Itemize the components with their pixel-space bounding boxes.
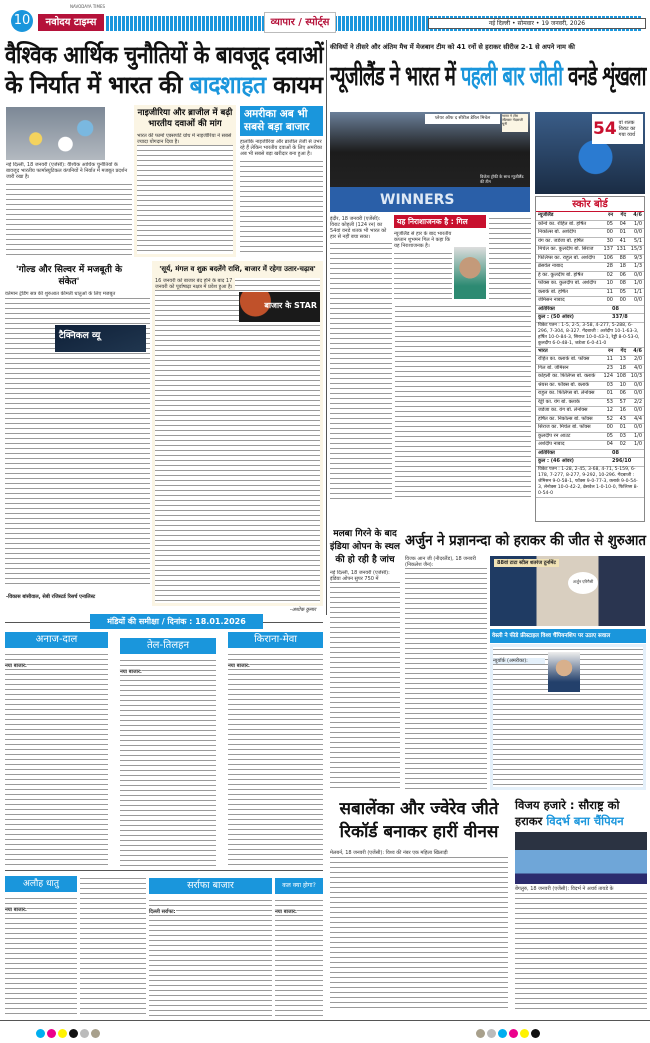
scoreboard-cell: 00: [606, 297, 613, 303]
scoreboard-cell: 337/8: [612, 314, 628, 320]
column-header: 4/6: [633, 212, 642, 218]
sports-lead-body: इंदौर, 18 जनवरी (एजेंसी): विराट कोहली (124 रन) का 54वां वनडे शतक भी भारत को हार से नहीं बचा सका।: [330, 216, 392, 500]
dateline: [428, 18, 646, 29]
bullion-body: दिल्ली सर्राफा:: [149, 898, 272, 1016]
batting-row: [536, 221, 644, 230]
america-box: [240, 106, 323, 256]
scoreboard-cell: जेमिसन नाबाद: [538, 297, 565, 303]
batting-row: [536, 407, 644, 416]
scoreboard-team-header: [536, 212, 644, 221]
astro-body: 16 जनवरी को बाजार बंद होने के बाद 17 जनवरी को पूर्वाषाढ़ा नक्षत्र में प्रवेश हुआ है। बाजार के STAR: [155, 278, 320, 603]
scoreboard-cell: ब्रेसवेल नाबाद: [538, 263, 563, 269]
malba-headline: मलबा गिरने के बाद इंडिया ओपन के स्थल की हो रही है जांच: [330, 529, 400, 565]
sabalenka-headline-line1: सबालेंका और ज्वेरेव जीते: [339, 799, 499, 819]
arjun-body: विज्क आन जी (नीदरलैंड), 18 जनवरी (निकलेश जैन):: [405, 556, 487, 790]
scoreboard-cell: 23: [606, 364, 613, 371]
nigeria-body: भारत की फार्मा एक्सपोर्ट ग्रोथ में नाइजीरिया ने सबसे ज्यादा योगदान दिया है।: [137, 133, 233, 254]
toss-caption: भारत ने टॉस जीतकर गेंदबाजी चुनी: [502, 114, 528, 132]
mandi-column-body: नया बाजार:: [120, 658, 216, 866]
vidarbha-team-photo: [515, 832, 647, 884]
masthead-small: NAVODAYA TIMES: [70, 4, 106, 9]
forecast-title-text: कल क्या होगा?: [282, 882, 316, 889]
scoreboard-cell: 18: [619, 364, 626, 371]
scoreboard-cell: 1/1: [633, 288, 642, 295]
batting-row: [536, 297, 644, 306]
sports-body-wide: [395, 304, 531, 500]
scoreboard-title: स्कोर बोर्ड: [536, 197, 644, 212]
scoreboard-cell: 0/0: [633, 229, 642, 235]
mandi-column-body: नया बाजार:: [228, 652, 323, 866]
batting-row: [536, 382, 644, 391]
batting-row: [536, 416, 644, 425]
batting-row: [536, 424, 644, 433]
chess-speech-bubble: अर्जुन एरिगैसी: [568, 572, 598, 594]
scoreboard-cell: 08: [612, 449, 619, 456]
scoreboard-cell: 30: [606, 237, 613, 244]
mandi-column-title: किराना-मेवा: [228, 632, 323, 648]
column-header: रन: [608, 347, 613, 354]
mandi-banner-text: मंडियों की समीक्षा / दिनांक : 18.01.2026: [107, 617, 246, 626]
mandi-column-title: अनाज-दाल: [5, 632, 108, 648]
scoreboard-cell: हे का. कुलदीप बो. हर्षित: [538, 271, 584, 278]
scoreboard-cell: फॉक्स का. कुलदीप बो. अर्शदीप: [538, 280, 597, 286]
bottom-rule: [5, 870, 323, 871]
scoreboard-cell: 43: [619, 415, 626, 422]
batting-row: [536, 373, 644, 382]
scoreboard-cell: 5/1: [633, 237, 642, 244]
scoreboard-cell: 88: [619, 254, 626, 261]
mandi-column-grain: [5, 632, 108, 868]
scoreboard-cell: 18: [619, 263, 626, 269]
scoreboard-cell: 0/0: [633, 407, 642, 413]
scoreboard-cell: 10: [606, 280, 613, 286]
scoreboard-cell: श्रेयस का. फॉक्स बो. क्लार्क: [538, 381, 590, 388]
scoreboard-cell: 108: [616, 373, 626, 379]
batting-row: [536, 399, 644, 408]
vijay-headline: [515, 797, 646, 829]
sabalenka-headline: [330, 798, 508, 844]
forecast-body: नया बाजार:: [275, 898, 323, 1016]
scoreboard-cell: 106: [603, 254, 613, 261]
scoreboard-cell: 11: [606, 288, 613, 295]
batting-row: [536, 441, 644, 450]
player-of-series-caption: प्लेयर ऑफ द सीरीज डेरिल मिचेल: [425, 114, 500, 124]
batting-row: [536, 390, 644, 399]
sports-headline: न्यूजीलैंड ने भारत में पहली बार जीती वनडे शृंखला: [330, 61, 646, 92]
scoreboard-cell: अतिरिक्त: [538, 305, 555, 312]
batting-row: [536, 263, 644, 272]
gold-byline: -विकास बांसीवाल, सेबी रजिस्टर्ड रिसर्च एनालिस्ट: [6, 594, 98, 600]
malba-body: नई दिल्ली, 18 जनवरी (एजेंसी): इंडिया ओपन सुपर 750 में: [330, 570, 400, 790]
sports-kicker: कीवियों ने तीसरे और अंतिम मैच में मेजबान टीम को 41 रनों से हराकर सीरीज 2-1 से अपने नाम की: [330, 43, 575, 51]
winners-banner: WINNERS: [380, 192, 455, 208]
scoreboard-cell: 06: [619, 271, 626, 278]
scoreboard-cell: 01: [606, 390, 613, 396]
sports-body-col3: [489, 216, 531, 301]
astro-byline: -अशोक कुमार: [290, 607, 316, 613]
nigeria-headline: नाइजीरिया और ब्राजील में बढ़ी भारतीय दवाओं की मांग: [137, 108, 233, 129]
metal-title: अलौह धातु: [5, 876, 77, 892]
kohli-century-number: 54: [593, 119, 617, 139]
market-star-image: बाजार के STAR: [239, 292, 320, 322]
logo: [38, 14, 104, 31]
scoreboard-cell: यंग का. जडेजा बो. हर्षित: [538, 237, 584, 244]
nz-team-photo: [330, 112, 530, 212]
scoreboard-cell: 01: [619, 424, 626, 430]
scoreboard-cell: रेड्डी का. यंग बो. क्लार्क: [538, 398, 580, 405]
batting-row: [536, 238, 644, 247]
logo-text: नवोदय टाइम्स: [45, 17, 97, 28]
section-tag: [264, 12, 336, 33]
scoreboard-nz: [536, 212, 644, 348]
scoreboard-cell: 05: [606, 220, 613, 227]
scoreboard-cell: 124: [603, 373, 613, 379]
scoreboard-cell: 15/3: [630, 246, 642, 252]
column-header: 4/6: [633, 347, 642, 354]
batting-row: [536, 246, 644, 255]
scoreboard: [535, 196, 645, 522]
scoreboard-cell: 1/0: [633, 432, 642, 439]
scoreboard-cell: 0/0: [633, 381, 642, 388]
arjun-headline: अर्जुन ने प्रज्ञानन्दा को हराकर की जीत से शुरुआत: [405, 533, 647, 549]
scoreboard-cell: 00: [606, 229, 613, 235]
gill-headline: यह निराशाजनक है : गिल: [394, 215, 486, 228]
scoreboard-cell: 0/0: [633, 297, 642, 303]
scoreboard-cell: 05: [606, 432, 613, 439]
scoreboard-cell: अर्शदीप नाबाद: [538, 441, 565, 447]
chess-photo: [490, 556, 645, 626]
scoreboard-cell: 11: [606, 356, 613, 362]
kohli-caption-box: [592, 114, 643, 144]
wesley-headline: वेस्ली ने फीडे फ्रीस्टाइल विश्व चैंपियनशिप पर उठाए सवाल: [490, 629, 646, 643]
wesley-box: [490, 644, 646, 790]
team-name: न्यूजीलैंड: [538, 212, 554, 218]
scoreboard-team-header: [536, 348, 644, 357]
scoreboard-cell: 296/10: [612, 458, 632, 464]
scoreboard-ind: [536, 348, 644, 498]
scoreboard-cell: 05: [619, 288, 626, 295]
column-divider: [326, 40, 327, 615]
scoreboard-cell: फिलिप्स का. राहुल बो. अर्शदीप: [538, 254, 596, 261]
gold-headline: 'गोल्ड और सिल्वर में मजबूती के संकेत': [15, 265, 123, 287]
metal-column: [5, 876, 77, 1016]
scoreboard-cell: 53: [606, 398, 613, 405]
metal-body: नया बाजार:: [5, 896, 77, 1016]
scoreboard-cell: 03: [606, 381, 613, 388]
scoreboard-extras: [536, 450, 644, 459]
scoreboard-cell: जडेजा का. यंग बो. लेनोक्स: [538, 407, 588, 413]
scoreboard-cell: 57: [619, 398, 626, 405]
america-body: हालांकि नाइजीरिया और ब्राजील तेजी से उभर रहे हैं लेकिन भारतीय दवाओं के लिए अमरीका अब भी सबसे बड़ा खरीदार बना हुआ है।: [240, 139, 323, 256]
wesley-body: न्यूयॉर्क (अमरीका):: [493, 647, 643, 787]
scoreboard-total: [536, 458, 644, 467]
scoreboard-cell: 1/3: [633, 263, 642, 269]
wesley-photo: [548, 652, 580, 692]
malba-article: [330, 528, 400, 790]
scoreboard-cell: राहुल का. फिलिप्स बो. लेनोक्स: [538, 390, 595, 396]
mandi-column-body: नया बाजार:: [5, 652, 108, 866]
scoreboard-cell: 41: [619, 237, 626, 244]
astro-box: [152, 261, 323, 606]
vijay-body: बेंगलुरु, 18 जनवरी (एजेंसी): विदर्भ ने अथर्व तायडे के: [515, 886, 647, 1010]
section-tag-text: व्यापार / स्पोर्ट्स: [270, 17, 330, 28]
fall-of-wickets: विकेट पतन : 1-5, 2-5, 3-58, 4-277, 5-288, 6-296, 7-304, 8-327. गेंदबाजी : अर्शदीप 10-1-63-3, हर्षित 10-0-84-3, सिराज 10-0-43-1, रेड्डी 8-0-53-0, कुलदीप 6-0-48-1, जडेजा 6-0-41-0: [536, 323, 644, 348]
metal-body-cont: [80, 876, 146, 1016]
forecast-title: [275, 878, 323, 894]
chess-image-label: 88वां टाटा स्टील शतरंज टूर्नामेंट: [494, 559, 559, 567]
scoreboard-cell: 02: [619, 441, 626, 447]
scoreboard-cell: 04: [619, 220, 626, 227]
vijay-headline-line2: हराकर विदर्भ बना चैंपियन: [515, 814, 624, 828]
mandi-column-title: तेल-तिलहन: [120, 638, 216, 654]
scoreboard-total: [536, 314, 644, 323]
batting-row: [536, 289, 644, 298]
column-header: रन: [608, 212, 613, 218]
nigeria-box: [134, 105, 236, 257]
bullion-column: [149, 878, 272, 1018]
scoreboard-cell: 03: [619, 432, 626, 439]
lead-headline-line1: वैश्विक आर्थिक चुनौतियों के बावजूद दवाओं: [5, 41, 324, 69]
gill-body: न्यूजीलैंड से हार के बाद भारतीय कप्तान शुभमन गिल ने कहा कि यह निराशाजनक है।: [394, 231, 452, 299]
column-header: गेंद: [620, 347, 626, 354]
batting-row: [536, 272, 644, 281]
sabalenka-headline-line2: रिकॉर्ड बनाकर हारीं वीनस: [339, 822, 499, 842]
lead-body: नई दिल्ली, 18 जनवरी (एजेंसी): वैश्विक आर्थिक चुनौतियों के बावजूद भारतीय फार्मास्युटिकल कंपनियों ने निर्यात में मजबूत प्रदर्शन जारी रखा है।: [6, 162, 132, 255]
scoreboard-cell: 131: [616, 246, 626, 252]
scoreboard-cell: अतिरिक्त: [538, 449, 555, 456]
page-number: 10: [11, 10, 33, 32]
scoreboard-cell: मिचेल का. कुलदीप बो. सिराज: [538, 246, 594, 252]
gill-photo: [454, 247, 486, 299]
scoreboard-cell: 4/4: [633, 415, 642, 422]
fall-of-wickets: विकेट पतन : 1-28, 2-45, 3-68, 4-71, 5-159, 6-178, 7-277, 8-277, 9-292, 10-296. गेंदबाजी : जेमिसन 9-0-58-1, फॉक्स 9-0-77-3, क्लार्क 9-0-54-3, लेनोक्स 10-0-42-2, ब्रेसवेल 1-0-10-0, फिलिप्स 8-0-54-0: [536, 467, 644, 498]
scoreboard-cell: कुल : (50 ओवर): [538, 314, 574, 320]
batting-row: [536, 433, 644, 442]
scoreboard-cell: कोहली का. फिलिप्स बो. क्लार्क: [538, 373, 596, 379]
scoreboard-cell: 0/0: [633, 271, 642, 278]
team-name: भारत: [538, 347, 548, 354]
scoreboard-cell: कॉन्वे का. रोहित बो. हर्षित: [538, 220, 587, 227]
scoreboard-cell: 0/0: [633, 390, 642, 396]
vijay-headline-line1: विजय हजारे : सौराष्ट्र को: [515, 798, 620, 812]
batting-row: [536, 255, 644, 264]
registration-marks: [35, 1023, 101, 1042]
america-headline: अमरीका अब भी सबसे बड़ा बाजार: [240, 106, 323, 136]
scoreboard-cell: 4/0: [633, 364, 642, 371]
scoreboard-cell: 1/0: [633, 220, 642, 227]
kohli-photo: [535, 112, 645, 194]
scoreboard-cell: निकोल्स बो. अर्शदीप: [538, 229, 576, 235]
gold-article: [5, 264, 150, 588]
scoreboard-cell: 2/2: [633, 398, 642, 405]
scoreboard-cell: 52: [606, 415, 613, 422]
scoreboard-cell: 06: [619, 390, 626, 396]
scoreboard-cell: 1/0: [633, 280, 642, 286]
scoreboard-cell: क्लार्क बो. हर्षित: [538, 288, 568, 295]
scoreboard-cell: 28: [606, 263, 613, 269]
kohli-caption: वां शतक विराट का गया व्यर्थ: [618, 120, 636, 138]
scoreboard-cell: 9/3: [633, 254, 642, 261]
sabalenka-body: मेलबर्न, 18 जनवरी (एजेंसी): विश्व की नंबर एक महिला खिलाड़ी: [330, 850, 508, 1010]
scoreboard-cell: कुल : (46 ओवर): [538, 458, 574, 464]
batting-row: [536, 356, 644, 365]
scoreboard-cell: गिल बो. जेमिसन: [538, 364, 569, 371]
astro-headline: 'सूर्य, मंगल व शुक्र बदलेंगे राशि, बाजार में रहेगा उतार-चढ़ाव': [159, 265, 316, 273]
scoreboard-cell: सिराज का. मिचेल बो. फॉक्स: [538, 424, 591, 430]
scoreboard-cell: कुलदीप रन आउट: [538, 432, 571, 439]
lead-headline-line2: के निर्यात में भारत की बादशाहत कायम: [5, 71, 323, 99]
scoreboard-cell: 01: [619, 229, 626, 235]
scoreboard-cell: 04: [606, 441, 613, 447]
batting-row: [536, 365, 644, 374]
forecast-column: [275, 878, 323, 1018]
scoreboard-cell: हर्षित का. निकोल्स बो. फॉक्स: [538, 415, 593, 422]
scoreboard-cell: 16: [619, 407, 626, 413]
scoreboard-cell: रोहित का. क्लार्क बो. फॉक्स: [538, 356, 590, 362]
registration-marks: [475, 1023, 541, 1042]
scoreboard-cell: 10: [619, 381, 626, 388]
gold-body: वर्तमान ट्रेडिंग सत्र की शुरुआत कीमती धातुओं के लिए मजबूत टैक्निकल व्यू: [5, 291, 150, 588]
mandi-column-oil: [120, 632, 216, 868]
scoreboard-cell: 02: [606, 271, 613, 278]
scoreboard-cell: 08: [619, 280, 626, 286]
batting-row: [536, 229, 644, 238]
scoreboard-cell: 13: [619, 356, 626, 362]
dateline-text: नई दिल्ली • सोमवार • 19 जनवरी, 2026: [488, 20, 586, 27]
scoreboard-cell: 00: [606, 424, 613, 430]
scoreboard-cell: 10/3: [630, 373, 642, 379]
scoreboard-cell: 00: [619, 297, 626, 303]
scoreboard-cell: 2/0: [633, 356, 642, 362]
bullion-title: सर्राफा बाजार: [149, 878, 272, 894]
scoreboard-extras: [536, 306, 644, 315]
gill-box: [394, 215, 486, 299]
batting-row: [536, 280, 644, 289]
scoreboard-cell: 0/0: [633, 424, 642, 430]
scoreboard-cell: 137: [603, 246, 613, 252]
scoreboard-cell: 08: [612, 305, 619, 312]
lead-headline: [5, 40, 323, 100]
pills-photo: [6, 107, 105, 160]
footer-rule: [0, 1020, 650, 1021]
scoreboard-cell: 12: [606, 407, 613, 413]
mandi-banner: [90, 614, 263, 629]
scoreboard-cell: 1/0: [633, 441, 642, 447]
mandi-column-grocery: [228, 632, 323, 868]
column-header: गेंद: [620, 212, 626, 218]
technical-view-image: टैक्निकल व्यू: [55, 325, 146, 352]
team-caption: विजेता ट्रॉफी के साथ न्यूजीलैंड की टीम: [480, 174, 524, 184]
